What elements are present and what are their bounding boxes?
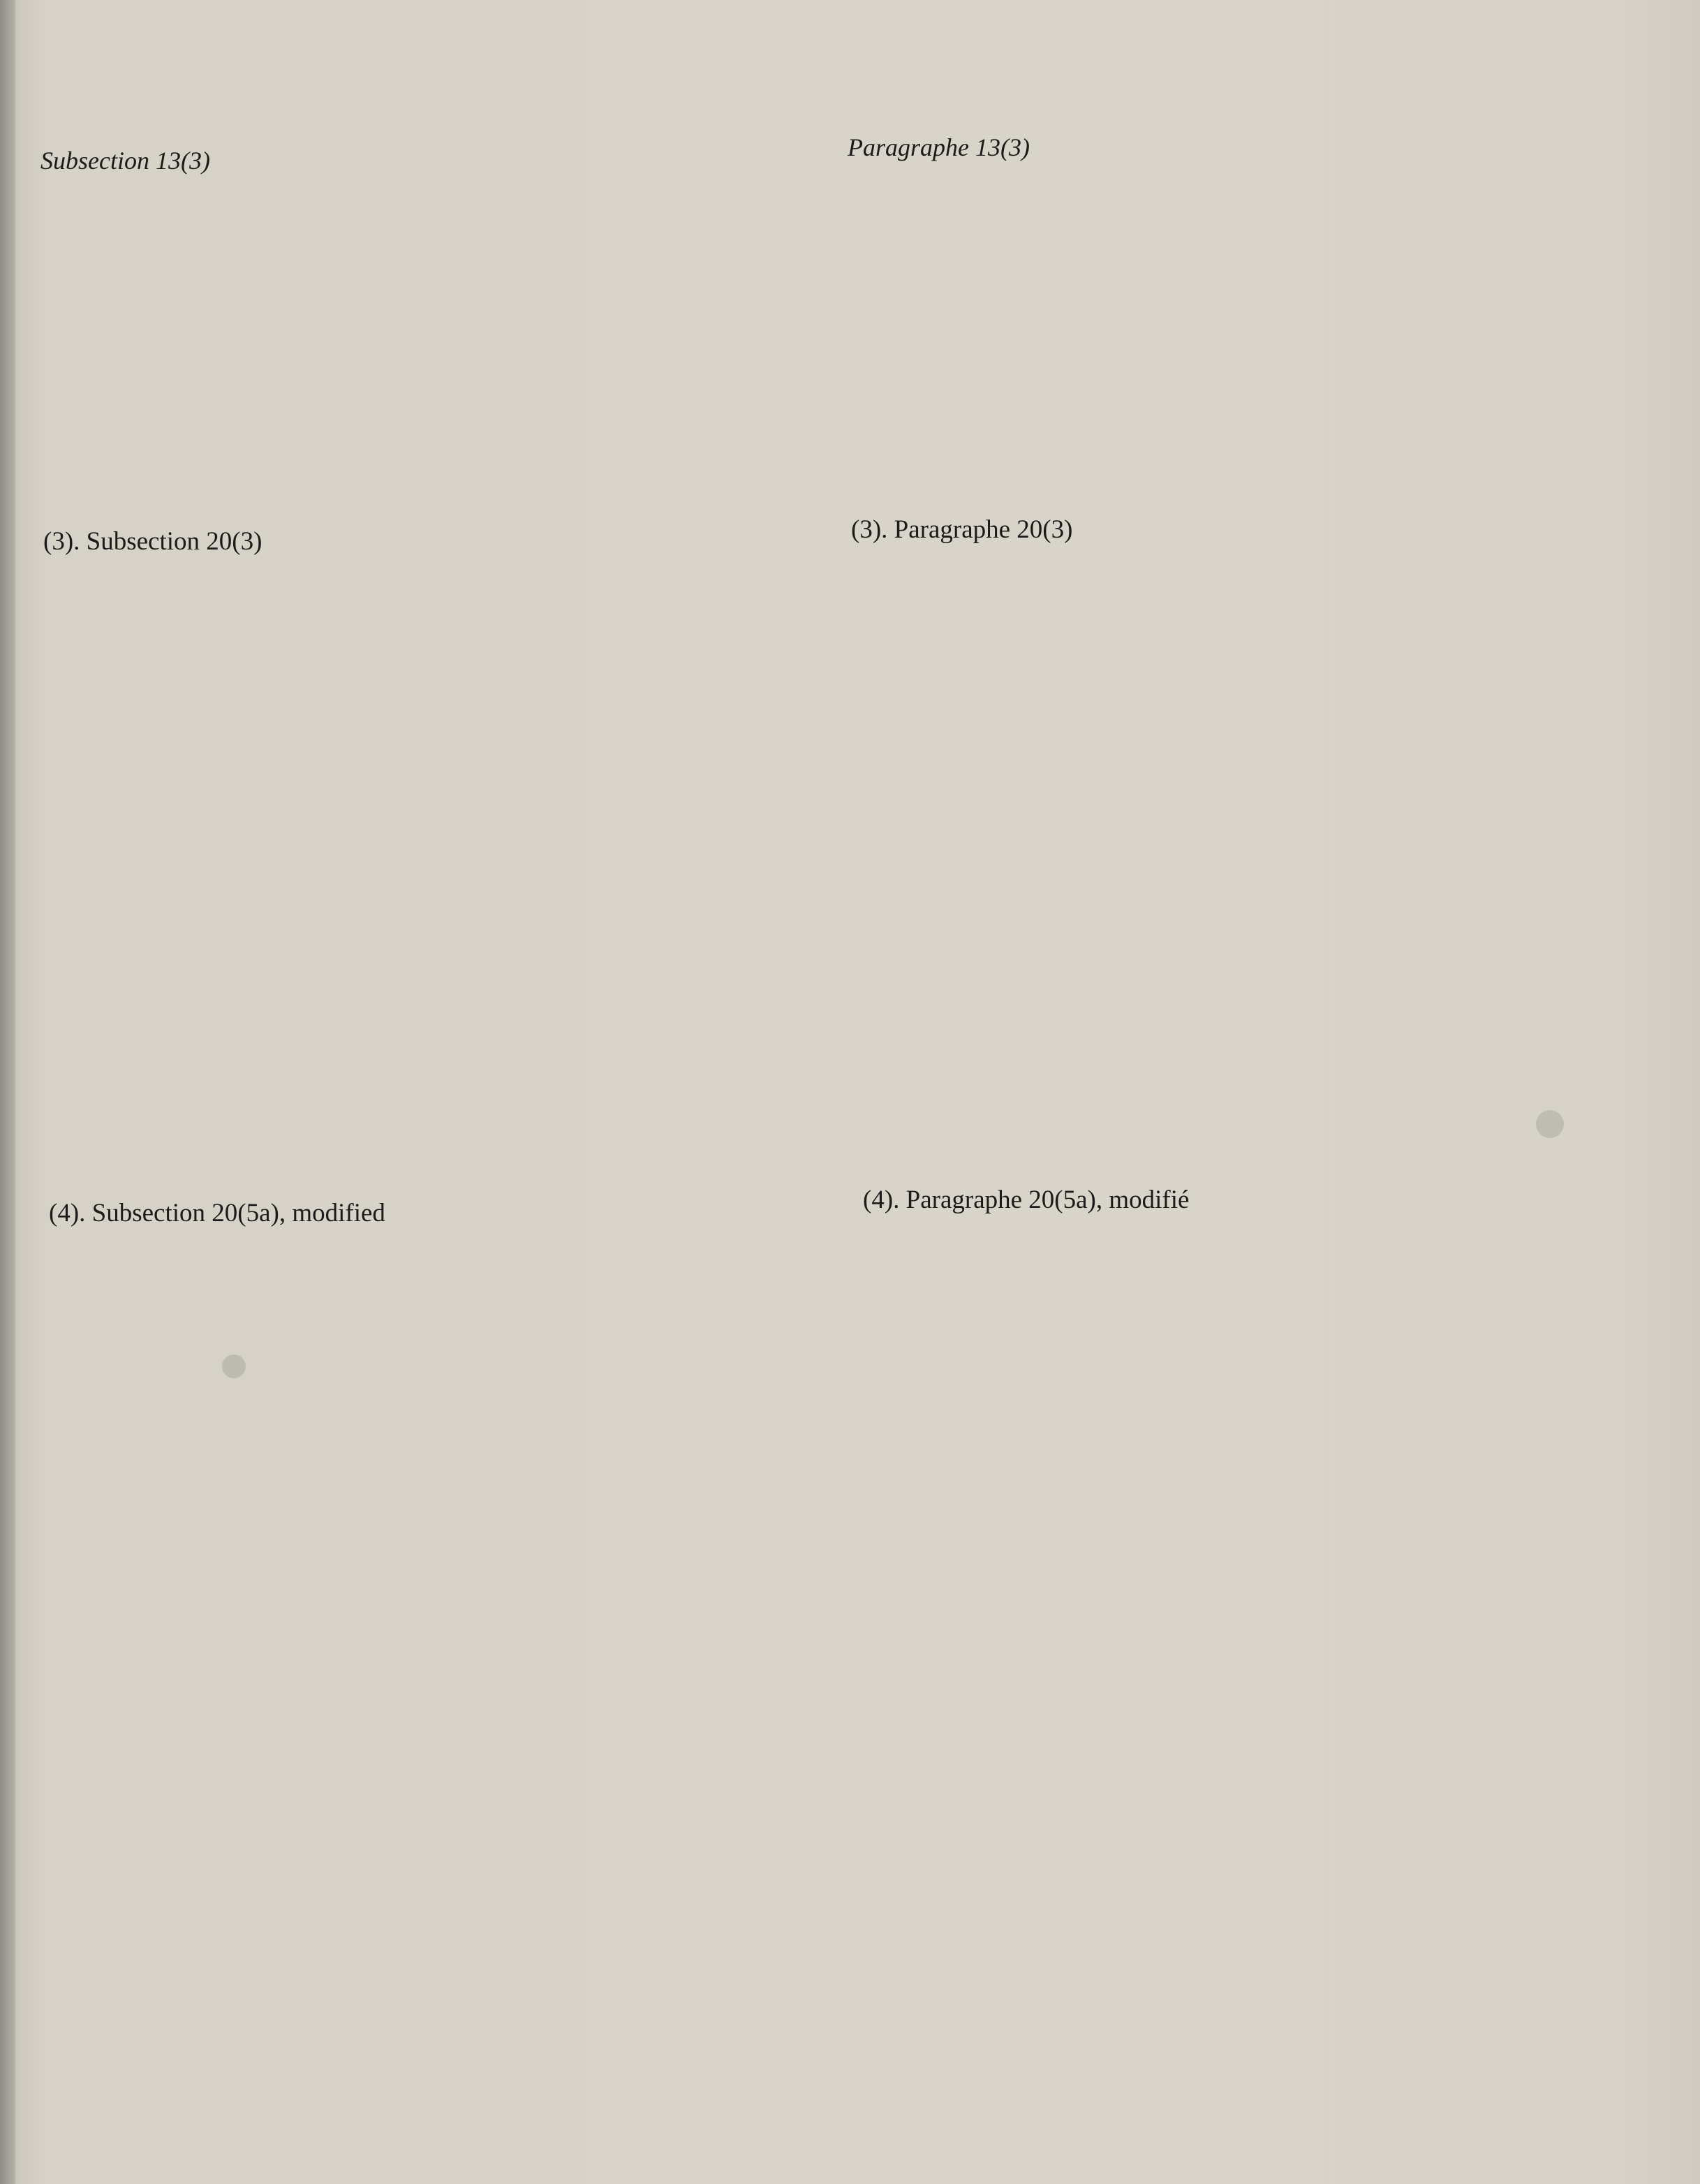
- heading-paragraphe-20-5a: (4). Paragraphe 20(5a), modifié: [863, 1186, 1190, 1214]
- heading-subsection-20-3: (3). Subsection 20(3): [43, 527, 263, 556]
- heading-paragraphe-13-3: Paragraphe 13(3): [848, 133, 1030, 161]
- heading-subsection-13-3: Subsection 13(3): [40, 147, 210, 175]
- heading-subsection-20-5a: (4). Subsection 20(5a), modified: [49, 1199, 385, 1227]
- binding-edge: [0, 0, 15, 2184]
- page-speck: [222, 1355, 246, 1378]
- heading-paragraphe-20-3: (3). Paragraphe 20(3): [851, 515, 1073, 544]
- page-speck: [1536, 1110, 1564, 1138]
